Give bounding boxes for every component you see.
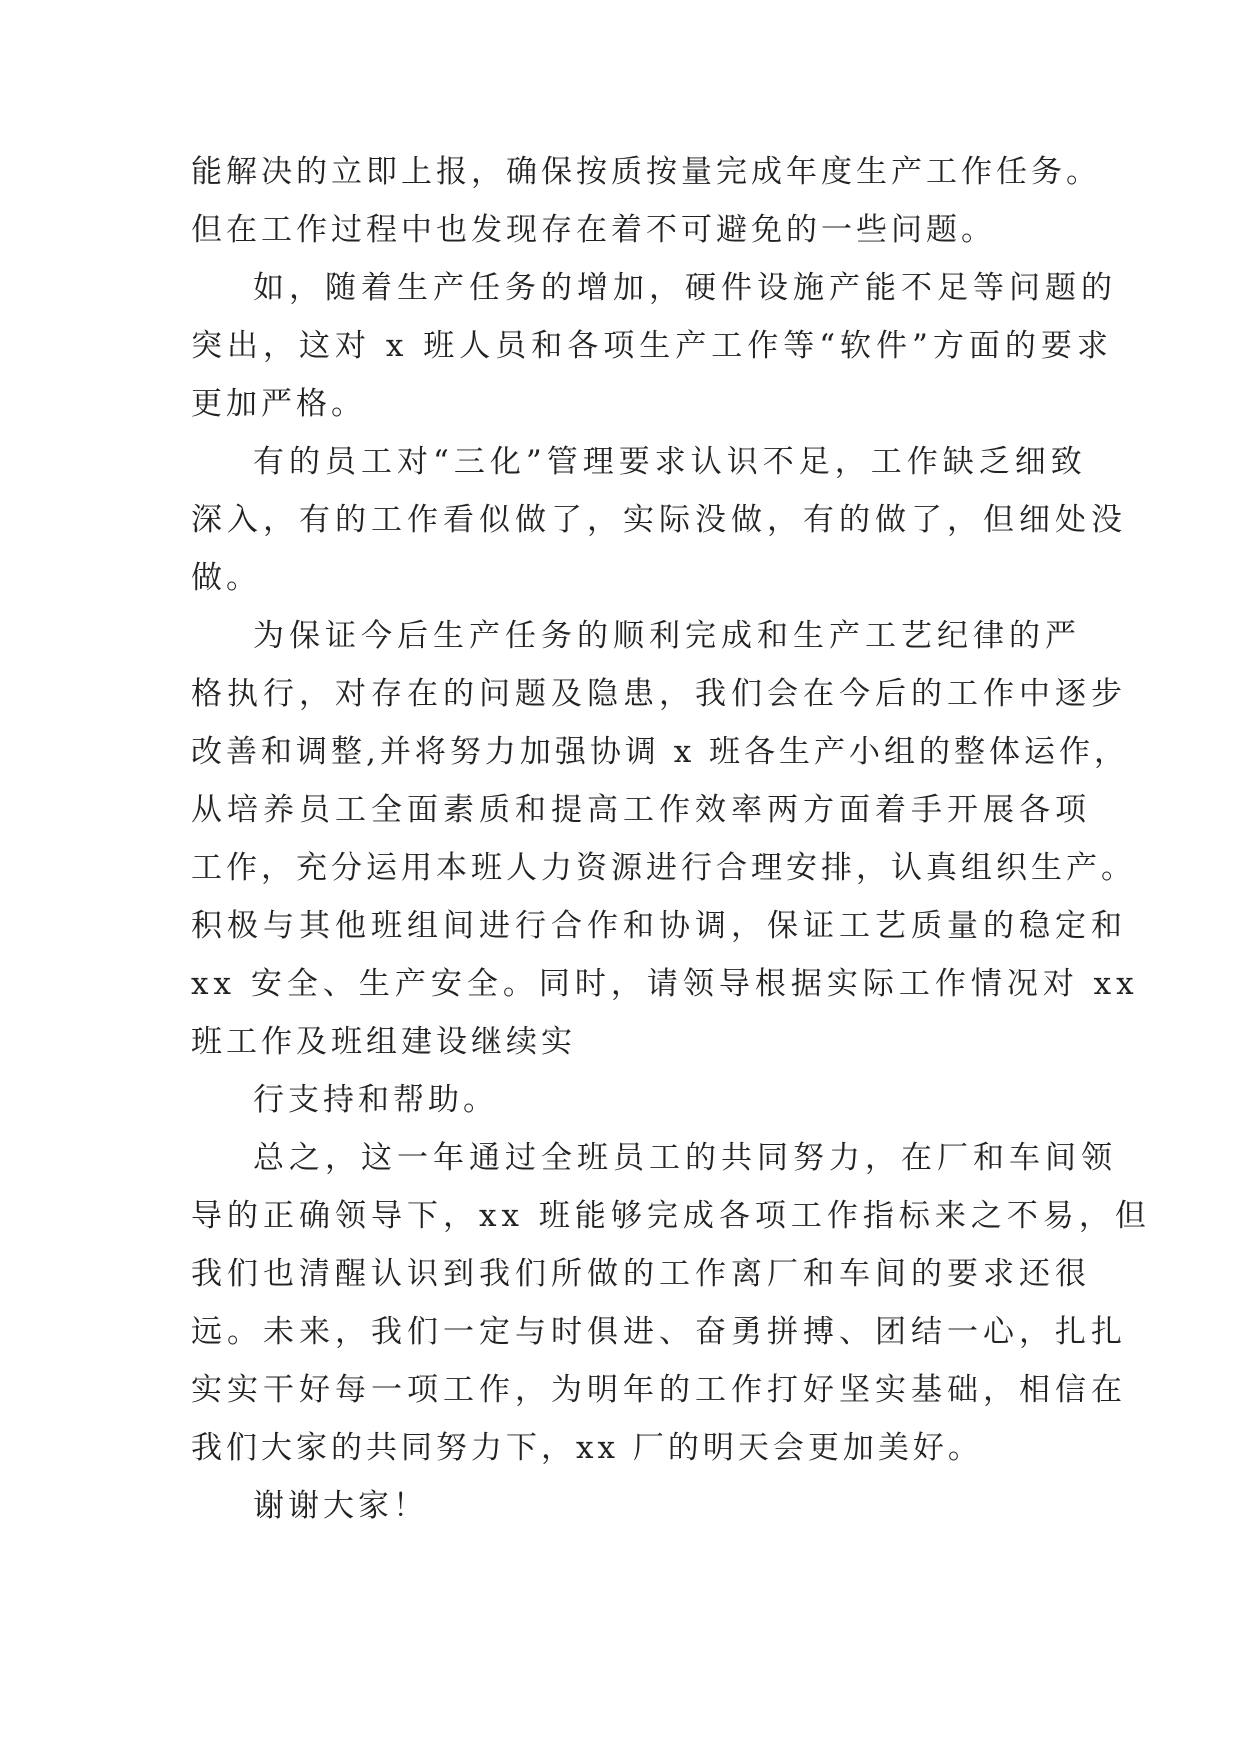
text-line: 行支持和帮助。 [253, 1082, 498, 1118]
text-line: 班工作及班组建设继续实 [191, 1024, 576, 1060]
text-line: 为保证今后生产任务的顺利完成和生产工艺纪律的严 [253, 618, 1081, 654]
text-line: 从培养员工全面素质和提高工作效率两方面着手开展各项 [191, 792, 1091, 828]
text-line: 有的员工对“三化”管理要求认识不足，工作缺乏细致 [253, 444, 1087, 480]
text-line: 积极与其他班组间进行合作和协调，保证工艺质量的稳定和 [191, 908, 1127, 944]
text-line: 更加严格。 [191, 386, 366, 422]
text-line: 实实干好每一项工作，为明年的工作打好坚实基础，相信在 [191, 1372, 1127, 1408]
text-line: 总之，这一年通过全班员工的共同努力，在厂和车间领 [253, 1140, 1117, 1176]
text-line: 我们也清醒认识到我们所做的工作离厂和车间的要求还很 [191, 1256, 1091, 1292]
text-line: 远。未来，我们一定与时俱进、奋勇拼搏、团结一心，扎扎 [191, 1314, 1127, 1350]
text-line: 改善和调整,并将努力加强协调 x 班各生产小组的整体运作， [191, 734, 1130, 770]
text-line: 但在工作过程中也发现存在着不可避免的一些问题。 [191, 212, 996, 248]
text-line: 如，随着生产任务的增加，硬件设施产能不足等问题的 [253, 270, 1117, 306]
text-line: 能解决的立即上报，确保按质按量完成年度生产工作任务。 [191, 154, 1101, 190]
text-line: 格执行，对存在的问题及隐患，我们会在今后的工作中逐步 [191, 676, 1127, 712]
text-line: 导的正确领导下，xx 班能够完成各项工作指标来之不易，但 [191, 1198, 1151, 1234]
text-line: 工作，充分运用本班人力资源进行合理安排，认真组织生产。 [191, 850, 1136, 886]
text-line: xx 安全、生产安全。同时，请领导根据实际工作情况对 xx [191, 966, 1139, 1002]
text-line: 突出，这对 x 班人员和各项生产工作等“软件”方面的要求 [191, 328, 1113, 364]
text-line: 谢谢大家！ [253, 1488, 428, 1524]
text-line: 深入，有的工作看似做了，实际没做，有的做了，但细处没 [191, 502, 1127, 538]
text-line: 我们大家的共同努力下，xx 厂的明天会更加美好。 [191, 1430, 983, 1466]
text-line: 做。 [191, 560, 261, 596]
